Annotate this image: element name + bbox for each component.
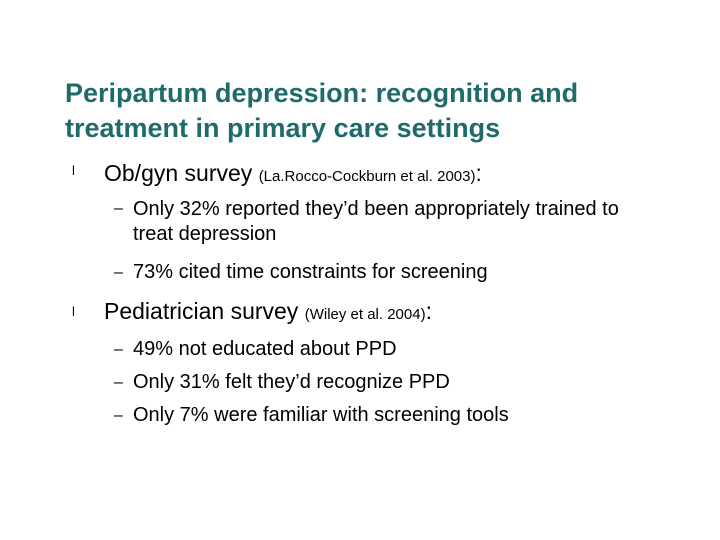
bullet-pediatrician-survey (104, 298, 432, 325)
subitem-training: Only 32% reported they’d been appropriately trained to treat depression (133, 198, 619, 245)
dash-marker: – (114, 407, 123, 424)
dash-marker: – (114, 200, 123, 217)
dash-marker: – (114, 264, 123, 281)
bullet-colon: : (475, 160, 482, 186)
subitem-screening-tools: Only 7% were familiar with screening tools (133, 404, 509, 426)
bullet-marker: l (72, 163, 75, 178)
subitem-recognize: Only 31% felt they’d recognize PPD (133, 371, 450, 393)
subitem-time-constraints: 73% cited time constraints for screening (133, 261, 488, 283)
dash-marker: – (114, 374, 123, 391)
dash-marker: – (114, 341, 123, 358)
citation: (La.Rocco-Cockburn et al. 2003) (258, 168, 476, 185)
bullet-label: Ob/gyn survey (104, 160, 259, 186)
citation: (Wiley et al. 2004) (304, 306, 426, 323)
bullet-label: Pediatrician survey (104, 298, 305, 324)
bullet-marker: l (72, 304, 75, 319)
slide-title: Peripartum depression: recognition and treatment in primary care settings (65, 78, 579, 143)
subitem-not-educated: 49% not educated about PPD (133, 338, 397, 360)
bullet-colon: : (425, 298, 432, 324)
bullet-ob-gyn-survey (104, 160, 482, 187)
